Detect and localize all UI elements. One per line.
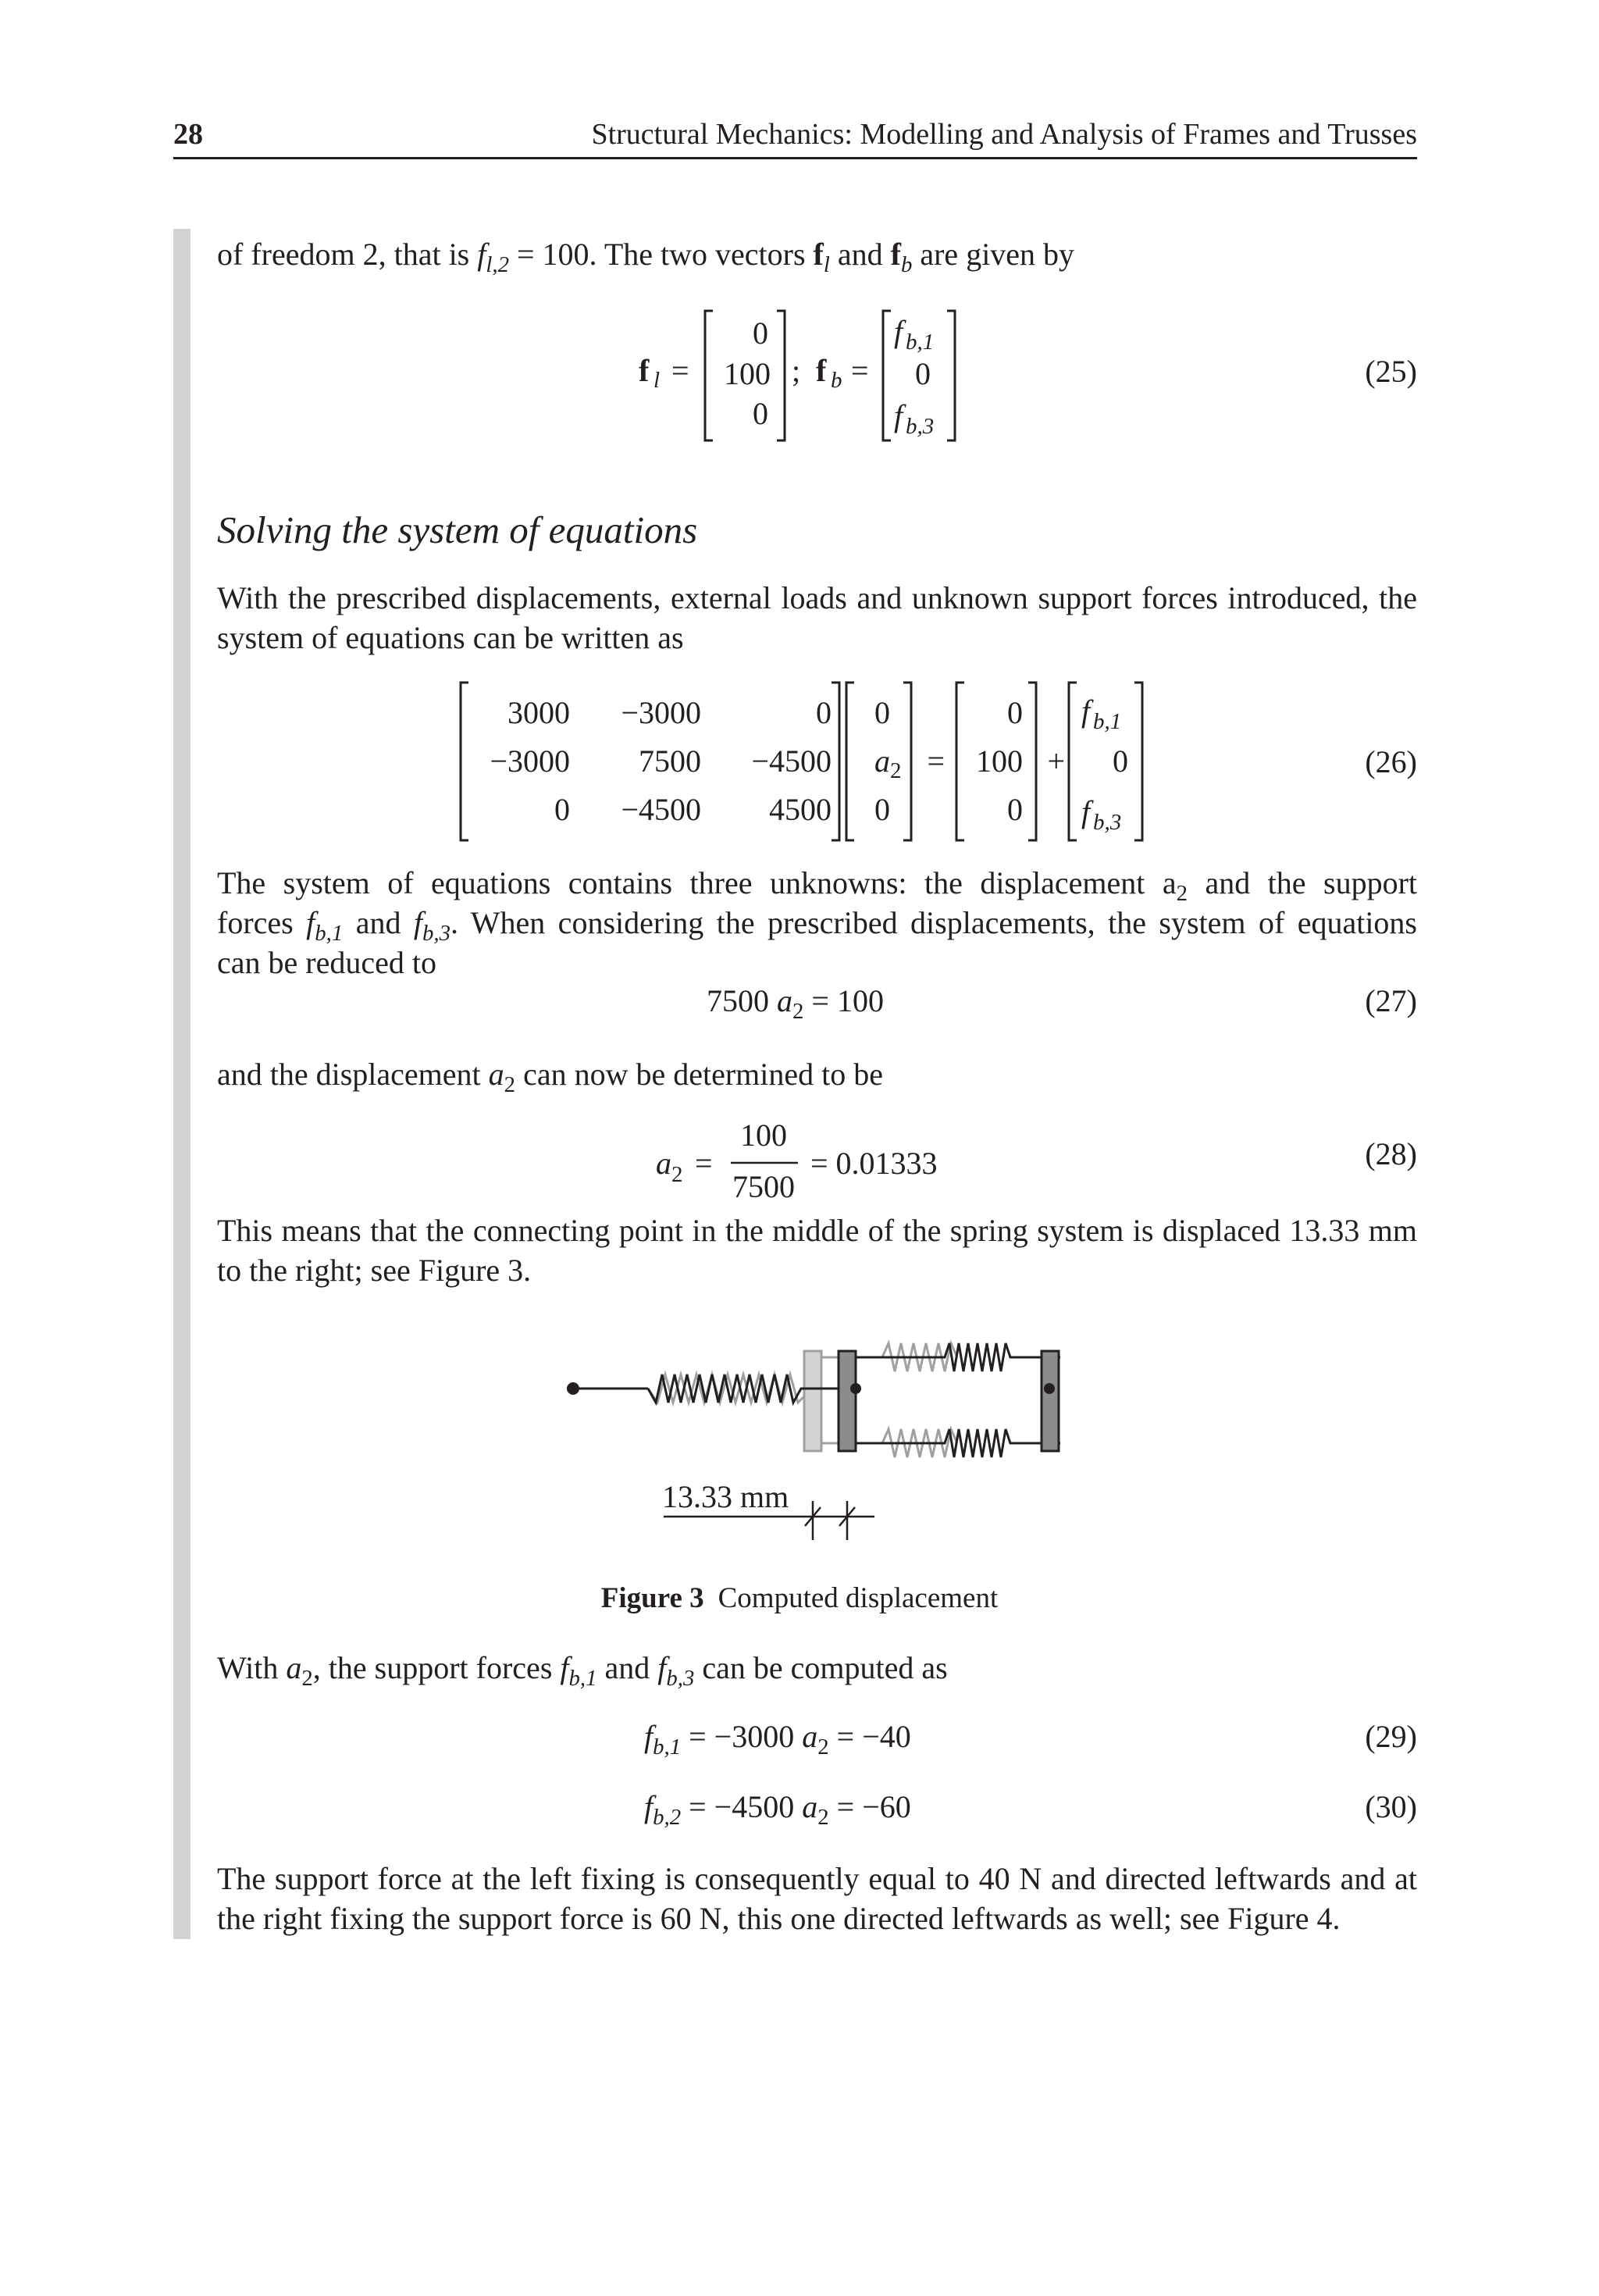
- fl-2: 100: [976, 743, 1023, 779]
- equation-29: $f_{b,1} = -3000$ $a_2 = -40$: [644, 1719, 911, 1760]
- ghost-plate: [804, 1351, 821, 1451]
- svg-text:=: =: [671, 353, 689, 388]
- svg-text:b,3: b,3: [906, 414, 935, 439]
- K-12: −3000: [621, 695, 701, 730]
- K-33: 4500: [769, 792, 832, 827]
- eq28-var: a: [656, 1146, 671, 1181]
- svg-text:f: f: [894, 314, 903, 349]
- eq28-result: = 0.01333: [810, 1146, 938, 1181]
- page-number: 28: [173, 118, 203, 151]
- svg-text:=: =: [927, 743, 945, 779]
- fl-value-2: 100: [724, 356, 771, 391]
- eq28-sub: 2: [671, 1162, 683, 1187]
- eq28-numerator: 100: [740, 1118, 787, 1153]
- svg-text:f: f: [894, 398, 903, 433]
- a-left-bracket: [846, 683, 854, 840]
- middle-plate: [839, 1351, 856, 1451]
- figure-3-caption: Figure 3 Computed displacement: [600, 1582, 999, 1614]
- fl-1: 0: [1007, 695, 1023, 730]
- svg-text:=: =: [695, 1146, 713, 1181]
- fl-left-bracket: [705, 311, 713, 440]
- a-right-bracket: [903, 683, 911, 840]
- K-23: −4500: [751, 743, 832, 779]
- fl-value-1: 0: [753, 316, 768, 351]
- paragraph-conclusion: The support force at the left fixing is consequently equal to 40 N and directed leftwards and at the right fixing the support force is 60 N, this one directed leftwards as well; see Figure 4.: [217, 1861, 1417, 1936]
- equation-number-27: (27): [1365, 983, 1417, 1018]
- svg-text:b,1: b,1: [906, 330, 935, 355]
- svg-text:f: f: [1081, 794, 1091, 829]
- fl-value-3: 0: [753, 396, 768, 431]
- paragraph-meaning: This means that the connecting point in the middle of the spring system is displaced 13.33 mm to the right; see Figure 3.: [217, 1213, 1417, 1288]
- equation-26: [453, 678, 1171, 846]
- running-title: Structural Mechanics: Modelling and Analysis of Frames and Trusses: [591, 118, 1417, 151]
- a-1: 0: [874, 695, 890, 730]
- fb-right-bracket: [1134, 683, 1142, 840]
- middle-node: [850, 1383, 861, 1394]
- fb-symbol: f: [816, 353, 827, 388]
- K-left-bracket: [461, 683, 468, 840]
- section-heading: Solving the system of equations: [217, 508, 698, 551]
- fb-subscript: b: [831, 368, 842, 393]
- right-plate: [1042, 1351, 1059, 1451]
- svg-text:f: f: [1081, 693, 1091, 729]
- paragraph-support-forces: With $a_2$, the support forces $f_{b,1}$ and $f_{b,3}$ can be computed as: [217, 1650, 948, 1692]
- fb-left-bracket: [883, 311, 891, 440]
- figure-3-spring-system: [547, 1320, 1093, 1546]
- fb-value-2: 0: [915, 356, 931, 391]
- K-21: −3000: [490, 743, 570, 779]
- intro-sentence: of freedom 2, that is $f_{l,2} = 100$. The two vectors $f_l$ and $f_b$ are given by: [217, 237, 1075, 278]
- K-13: 0: [816, 695, 832, 730]
- fl-symbol: f: [639, 353, 650, 388]
- svg-text:b,1: b,1: [1093, 709, 1122, 734]
- paragraph-displacement: and the displacement $a_2$ can now be determined to be: [217, 1057, 883, 1098]
- equation-number-30: (30): [1365, 1789, 1417, 1824]
- svg-text:=: =: [851, 353, 869, 388]
- fb-2: 0: [1113, 743, 1128, 779]
- dimension-label: 13.33 mm: [662, 1479, 789, 1514]
- margin-change-bar: [173, 229, 191, 1939]
- K-11: 3000: [507, 695, 570, 730]
- eq28-denominator: 7500: [732, 1169, 795, 1204]
- fl-subscript: l: [653, 368, 661, 393]
- K-31: 0: [554, 792, 570, 827]
- header-rule: [173, 157, 1417, 159]
- equation-number-28: (28): [1365, 1136, 1417, 1171]
- vector-separator: ;: [792, 353, 801, 388]
- fl-right-bracket: [1028, 683, 1036, 840]
- equation-25: [625, 303, 984, 447]
- fl-right-bracket: [777, 311, 785, 440]
- fb-right-bracket: [947, 311, 955, 440]
- paragraph-system-intro: With the prescribed displacements, external loads and unknown support forces introduced, the system of equations can be written as: [217, 580, 1417, 655]
- equation-27: 7500 $a_2 = 100$: [707, 983, 884, 1025]
- svg-text:2: 2: [890, 758, 902, 783]
- K-32: −4500: [621, 792, 701, 827]
- svg-text:a: a: [874, 743, 890, 779]
- svg-text:b,3: b,3: [1093, 810, 1122, 835]
- equation-28: [648, 1113, 976, 1207]
- fl-left-bracket: [956, 683, 964, 840]
- equation-number-26: (26): [1365, 744, 1417, 779]
- paragraph-unknowns: The system of equations contains three unknowns: the displacement $a_2$ and the support forces $f_{b,1}$ and $f_{b,3}$. When considering the prescribed displacements, the system of equations can be reduced to: [217, 865, 1417, 980]
- left-node: [567, 1382, 579, 1395]
- fb-left-bracket: [1069, 683, 1077, 840]
- a-3: 0: [874, 792, 890, 827]
- svg-text:+: +: [1047, 743, 1065, 779]
- K-22: 7500: [639, 743, 701, 779]
- K-right-bracket: [832, 683, 839, 840]
- fl-3: 0: [1007, 792, 1023, 827]
- equation-number-29: (29): [1365, 1719, 1417, 1754]
- equation-number-25: (25): [1365, 354, 1417, 389]
- equation-30: $f_{b,2} = -4500$ $a_2 = -60$: [644, 1789, 911, 1831]
- right-node: [1044, 1383, 1055, 1394]
